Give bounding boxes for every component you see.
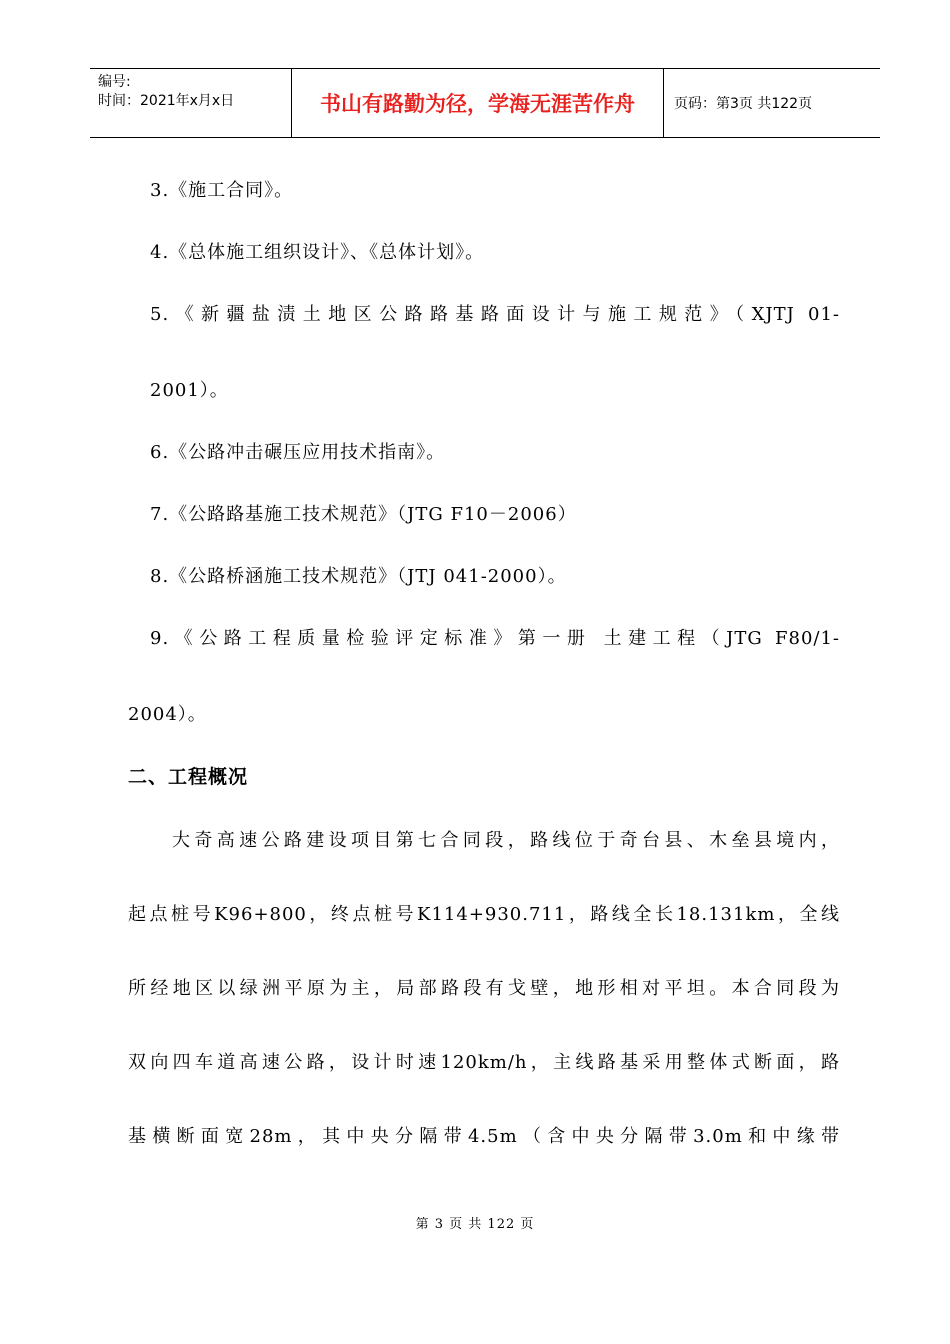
header-table (90, 68, 880, 138)
reference-item-continued: 2001）。 (150, 380, 229, 401)
reference-item: 4.《总体施工组织设计》、《总体计划》。 (150, 242, 485, 263)
reference-item: 7.《公路路基施工技术规范》（JTG F10－2006） (150, 504, 577, 525)
reference-item: 6.《公路冲击碾压应用技术指南》。 (150, 442, 446, 463)
section-title: 二、工程概况 (128, 766, 249, 788)
body-line: 所经地区以绿洲平原为主，局部路段有戈壁，地形相对平坦。本合同段为 (128, 978, 840, 999)
motto: 书山有路勤为径，学海无涯苦作舟 (292, 69, 664, 137)
reference-item: 8.《公路桥涵施工技术规范》（JTJ 041-2000）。 (150, 566, 567, 587)
time-line: 时间：2021年x月x日 (98, 93, 235, 109)
body-line: 起点桩号K96+800，终点桩号K114+930.711，路线全长18.131km，全线 (128, 904, 840, 925)
reference-item: 5.《新疆盐渍土地区公路路基路面设计与施工规范》（XJTJ 01- (150, 304, 840, 325)
body-line: 双向四车道高速公路，设计时速120km/h，主线路基采用整体式断面，路 (128, 1052, 840, 1073)
body-line: 基横断面宽28m，其中央分隔带4.5m（含中央分隔带3.0m和中缘带 (128, 1126, 840, 1147)
reference-item-continued: 2004）。 (128, 704, 207, 725)
header-left-cell (90, 69, 292, 137)
page-footer: 第 3 页 共 122 页 (415, 1217, 535, 1232)
number-label: 编号: (98, 74, 131, 90)
page-info: 页码：第3页 共122页 (674, 96, 813, 112)
body-line: 大奇高速公路建设项目第七合同段，路线位于奇台县、木垒县境内， (172, 830, 840, 851)
reference-item: 9.《公路工程质量检验评定标准》第一册 土建工程（JTG F80/1- (150, 628, 840, 649)
reference-item: 3.《施工合同》。 (150, 180, 294, 201)
